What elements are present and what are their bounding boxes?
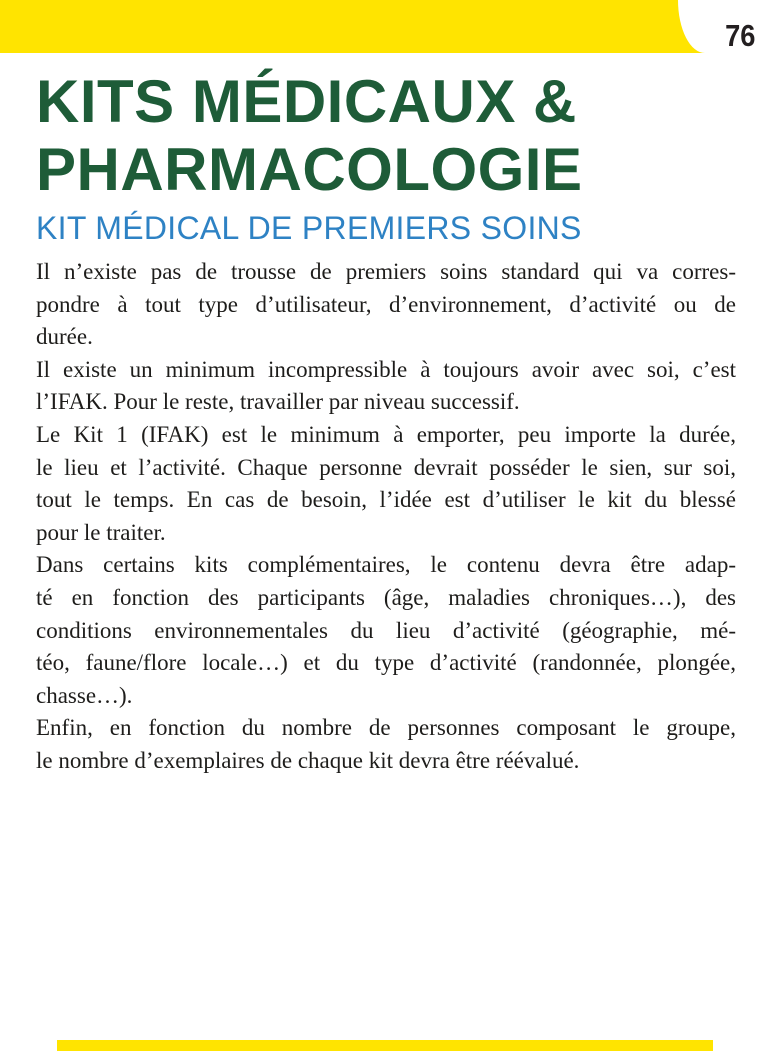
paragraph	[36, 549, 736, 712]
body-line: le nombre d’exemplaires de chaque kit devra être réévalué.	[36, 747, 580, 773]
body-text	[36, 256, 736, 778]
paragraph	[36, 354, 736, 419]
body-line: Il existe un minimum incompressible à toujours avoir avec soi, c’est	[36, 356, 736, 382]
body-line: Dans certains kits complémentaires, le contenu devra être adap-	[36, 552, 736, 578]
body-line: pondre à tout type d’utilisateur, d’environnement, d’activité ou de	[36, 291, 736, 317]
page-title-line-2: PHARMACOLOGIE	[36, 136, 583, 203]
body-line: l’IFAK. Pour le reste, travailler par niveau successif.	[36, 389, 520, 415]
body-line: tout le temps. En cas de besoin, l’idée est d’utiliser le kit du blessé	[36, 487, 736, 513]
body-line: le lieu et l’activité. Chaque personne devrait posséder le sien, sur soi,	[36, 454, 736, 480]
body-line: conditions environnementales du lieu d’activité (géographie, mé-	[36, 617, 736, 643]
page-title	[36, 68, 583, 204]
header-bar	[0, 0, 705, 53]
body-line: téo, faune/flore locale…) et du type d’activité (randonnée, plongée,	[36, 650, 736, 676]
body-line: durée.	[36, 324, 93, 350]
body-line: Enfin, en fonction du nombre de personnes composant le groupe,	[36, 715, 736, 741]
paragraph	[36, 712, 736, 777]
body-line: Il n’existe pas de trousse de premiers soins standard qui va corres-	[36, 259, 736, 284]
header-curve	[678, 0, 705, 53]
body-line: pour le traiter.	[36, 519, 166, 545]
page-number: 76	[724, 18, 755, 53]
footer-bar	[57, 1040, 713, 1051]
section-heading: KIT MÉDICAL DE PREMIERS SOINS	[36, 210, 582, 246]
body-line: chasse…).	[36, 682, 133, 708]
body-line: té en fonction des participants (âge, maladies chroniques…), des	[36, 584, 736, 610]
body-line: Le Kit 1 (IFAK) est le minimum à emporter, peu importe la durée,	[36, 421, 736, 447]
page-title-line-1: KITS MÉDICAUX &	[36, 68, 577, 135]
paragraph	[36, 256, 736, 354]
paragraph	[36, 419, 736, 549]
